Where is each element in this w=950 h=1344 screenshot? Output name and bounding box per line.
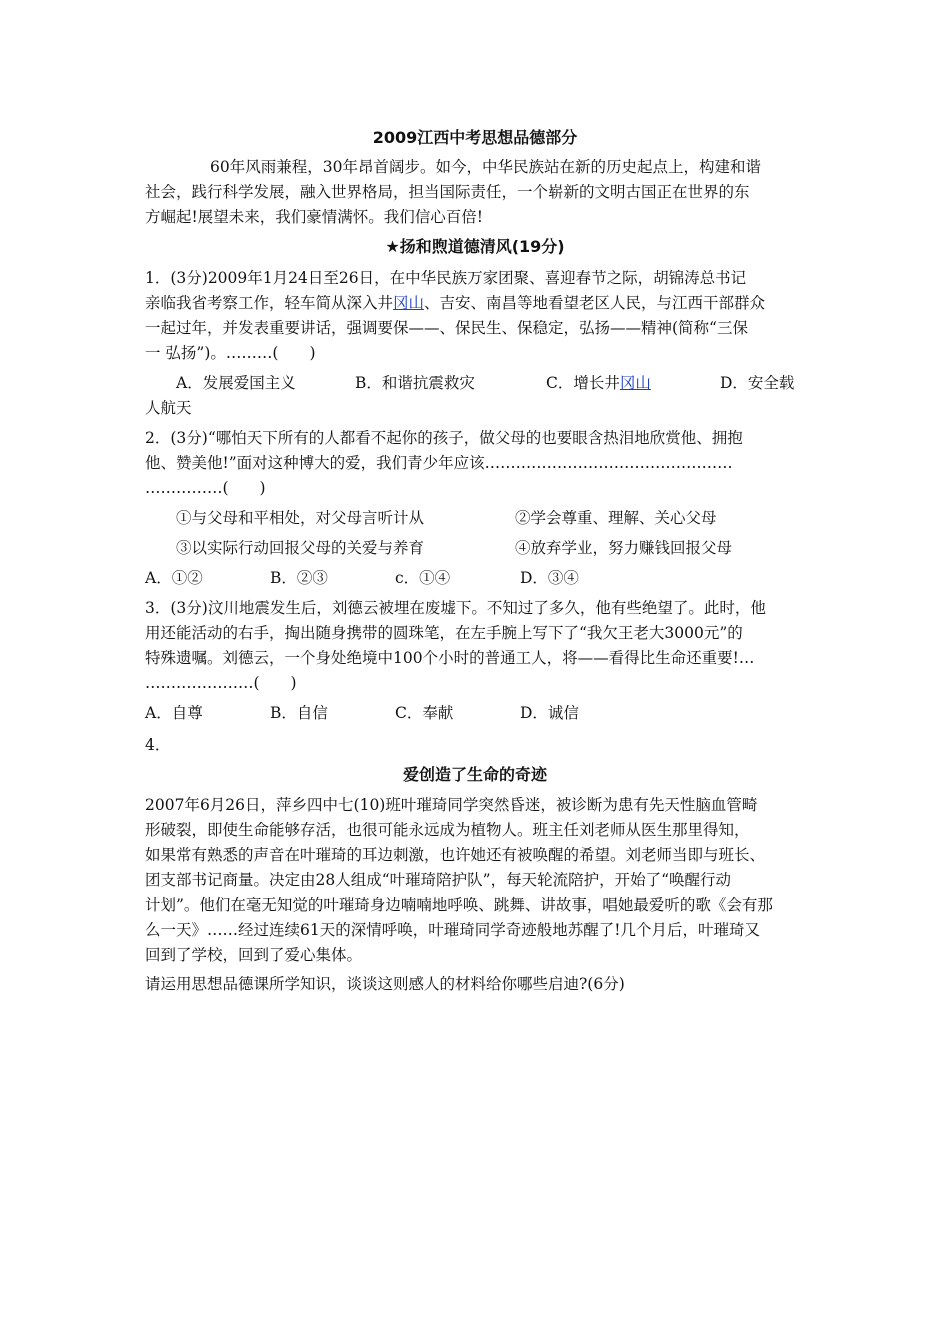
q4-passage-line-5: 计划”。他们在毫无知觉的叶璀琦身边喃喃地呼唤、跳舞、讲故事，唱她最爱听的歌《会有那 xyxy=(145,896,773,914)
q1-option-d-wrap: 人航天 xyxy=(145,399,192,417)
q1-option-c-text: C．增长井 xyxy=(546,374,620,392)
q2-option-d: D．③④ xyxy=(520,569,579,587)
q2-line-3: ……………( ) xyxy=(145,479,266,497)
q1-line-4: 一 弘扬”)。………( ) xyxy=(145,344,316,362)
q2-option-a: A．①② xyxy=(145,569,203,587)
q1-line-2-text-b: 、吉安、南昌等地看望老区人民，与江西干部群众 xyxy=(424,294,766,312)
q2-statement-1: ①与父母和平相处，对父母言听计从 xyxy=(176,509,425,527)
q2-statement-2: ②学会尊重、理解、关心父母 xyxy=(515,509,717,527)
q3-option-c: C．奉献 xyxy=(395,704,454,722)
q4-number: 4． xyxy=(145,736,171,754)
q2-statement-4: ④放弃学业，努力赚钱回报父母 xyxy=(515,539,733,557)
q4-question: 请运用思想品德课所学知识，谈谈这则感人的材料给你哪些启迪?(6分) xyxy=(145,975,625,993)
q1-option-d: D．安全载 xyxy=(720,374,795,392)
q2-option-b: B．②③ xyxy=(270,569,328,587)
q3-line-1: 3．(3分)汶川地震发生后，刘德云被埋在废墟下。不知过了多久，他有些绝望了。此时，他 xyxy=(145,599,766,617)
section-heading: ★扬和煦道德清风(19分) xyxy=(385,237,565,256)
q1-option-a: A．发展爱国主义 xyxy=(176,374,296,392)
q1-line-1: 1．(3分)2009年1月24日至26日，在中华民族万家团聚、喜迎春节之际，胡锦涛总书记 xyxy=(145,269,747,287)
q1-line-2-text-a: 亲临我省考察工作，轻车简从深入井 xyxy=(145,294,394,312)
q2-line-2: 他、赞美他!”面对这种博大的爱，我们青少年应该………………………………………… xyxy=(145,454,733,472)
q4-passage-line-7: 回到了学校，回到了爱心集体。 xyxy=(145,946,363,964)
q4-passage-line-1: 2007年6月26日，萍乡四中七(10)班叶璀琦同学突然昏迷，被诊断为患有先天性脑血管畸 xyxy=(145,796,758,814)
q4-passage-line-6: 么一天》……经过连续61天的深情呼唤，叶璀琦同学奇迹般地苏醒了!几个月后，叶璀琦又 xyxy=(145,921,760,939)
q3-line-3: 特殊遗嘱。刘德云，一个身处绝境中100个小时的普通工人，将——看得比生命还重要!… xyxy=(145,649,755,667)
q2-line-1: 2．(3分)“哪怕天下所有的人都看不起你的孩子，做父母的也要眼含热泪地欣赏他、拥抱 xyxy=(145,429,743,447)
intro-line-3: 方崛起!展望未来，我们豪情满怀。我们信心百倍! xyxy=(145,208,483,226)
jinggangshan-link[interactable]: 冈山 xyxy=(393,294,425,312)
q4-passage-line-2: 形破裂，即使生命能够存活，也很可能永远成为植物人。班主任刘老师从医生那里得知， xyxy=(145,821,750,839)
q3-option-d: D．诚信 xyxy=(520,704,579,722)
q4-heading: 爱创造了生命的奇迹 xyxy=(402,765,547,784)
q1-option-b: B．和谐抗震救灾 xyxy=(355,374,475,392)
q1-line-3: 一起过年，并发表重要讲话，强调要保——、保民生、保稳定，弘扬——精神(简称“三保 xyxy=(145,319,748,337)
jinggangshan-link-option[interactable]: 冈山 xyxy=(619,374,651,392)
q2-option-c: c．①④ xyxy=(395,569,451,587)
page-title: 2009江西中考思想品德部分 xyxy=(372,128,578,147)
q3-option-b: B．自信 xyxy=(270,704,328,722)
q1-option-c xyxy=(546,373,651,393)
intro-line-1: 60年风雨兼程，30年昂首阔步。如今，中华民族站在新的历史起点上，构建和谐 xyxy=(210,158,761,176)
q3-option-a: A．自尊 xyxy=(145,704,203,722)
q3-line-4: …………………( ) xyxy=(145,674,297,692)
q1-line-2 xyxy=(145,293,765,313)
q4-passage-line-3: 如果常有熟悉的声音在叶璀琦的耳边刺激，也许她还有被唤醒的希望。刘老师当即与班长、 xyxy=(145,846,766,864)
q2-statement-3: ③以实际行动回报父母的关爱与养育 xyxy=(176,539,425,557)
q3-line-2: 用还能活动的右手，掏出随身携带的圆珠笔，在左手腕上写下了“我欠王老大3000元”的 xyxy=(145,624,743,642)
q4-passage-line-4: 团支部书记商量。决定由28人组成“叶璀琦陪护队”，每天轮流陪护，开始了“唤醒行动 xyxy=(145,871,731,889)
intro-line-2: 社会，践行科学发展，融入世界格局，担当国际责任，一个崭新的文明古国正在世界的东 xyxy=(145,183,750,201)
